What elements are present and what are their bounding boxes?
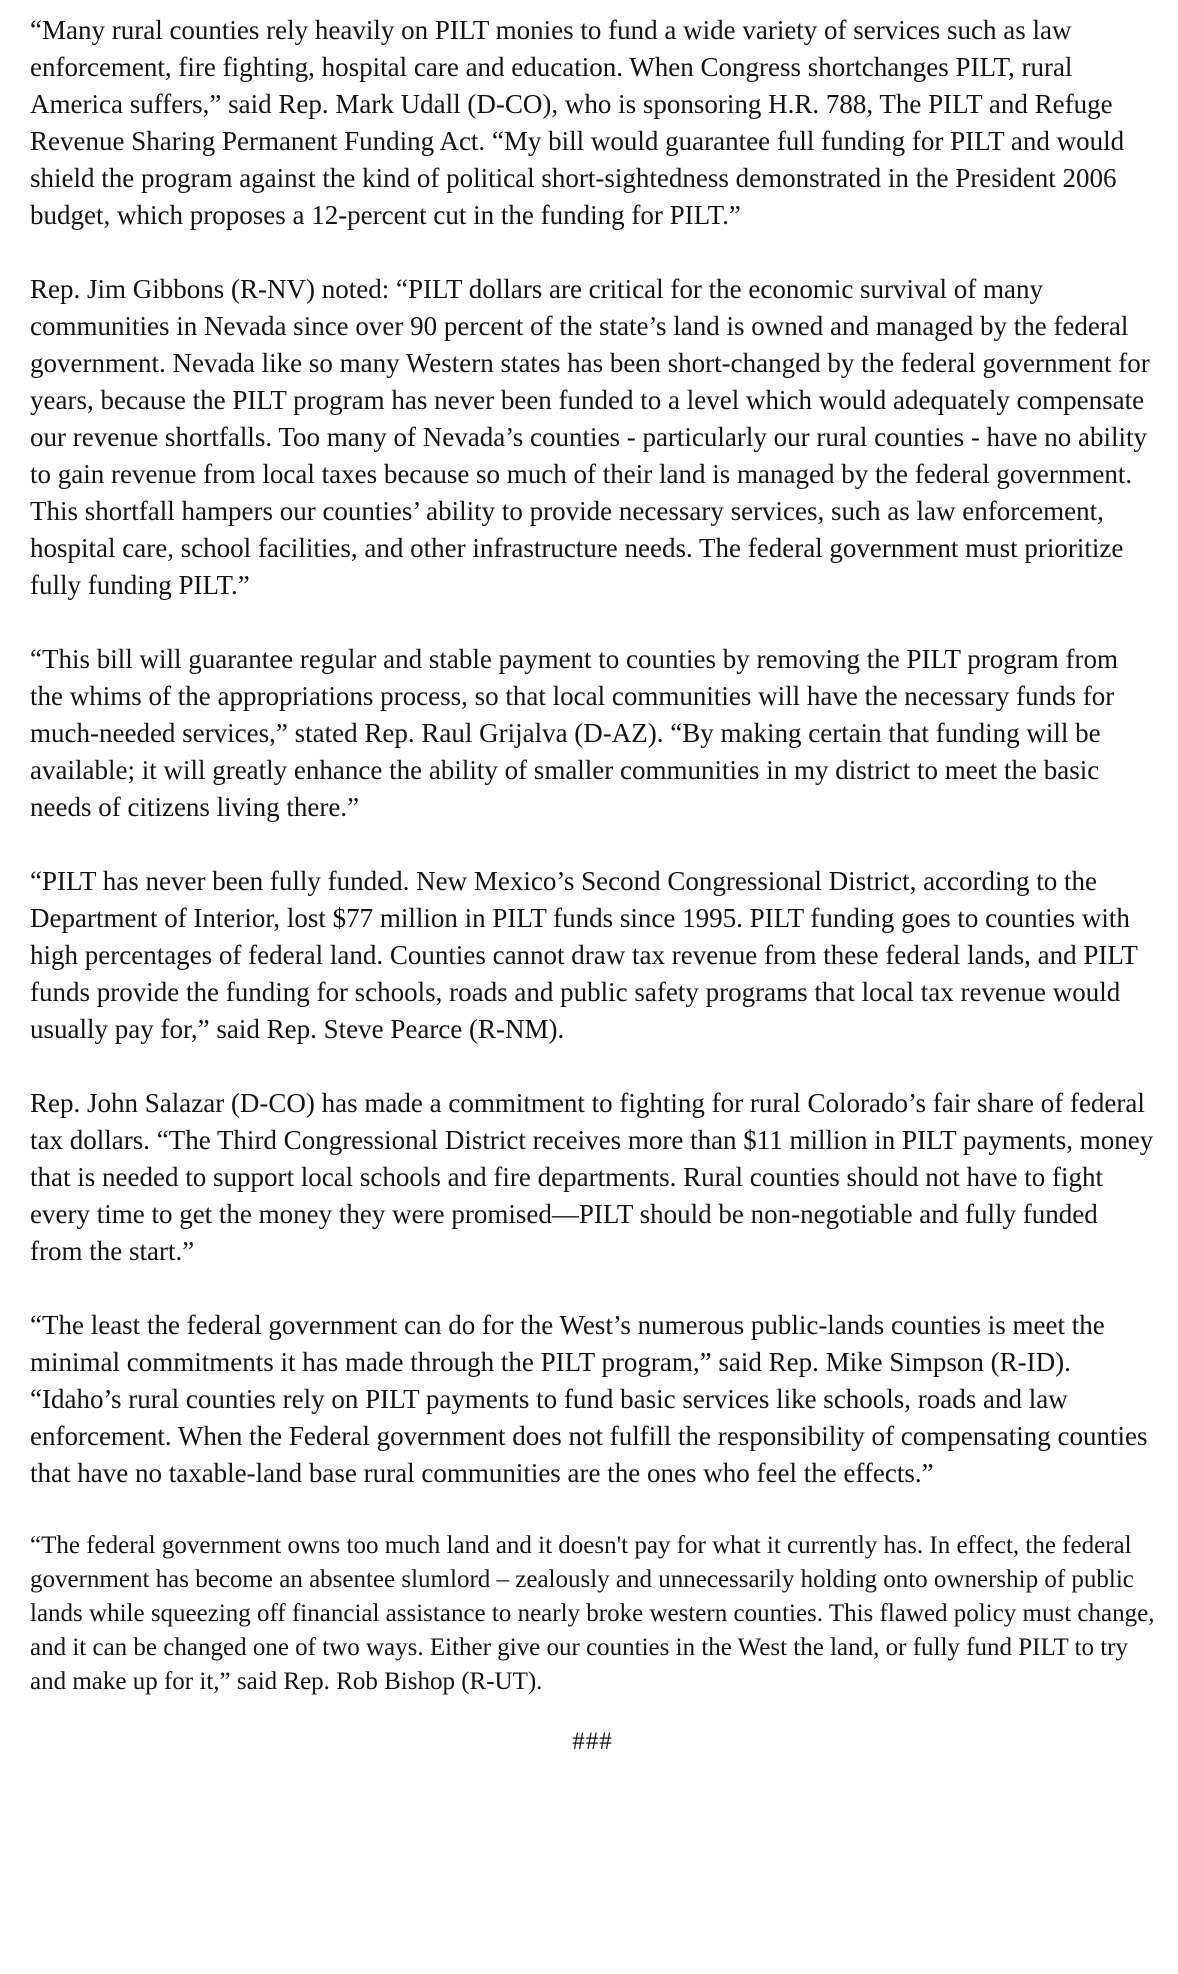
press-release-page	[30, 12, 1155, 1757]
paragraph-grijalva: “This bill will guarantee regular and stable payment to counties by removing the PILT program from the whims of the appropriations process, so that local communities will have the necessary funds for much-needed services,” stated Rep. Raul Grijalva (D-AZ). “By making certain that funding will be available; it will greatly enhance the ability of smaller communities in my district to meet the basic needs of citizens living there.”	[30, 644, 1118, 822]
paragraph-pearce: “PILT has never been fully funded. New Mexico’s Second Congressional District, according to the Department of Interior, lost $77 million in PILT funds since 1995. PILT funding goes to counties with high percentages of federal land. Counties cannot draw tax revenue from these federal lands, and PILT funds provide the funding for schools, roads and public safety programs that local tax revenue would usually pay for,” said Rep. Steve Pearce (R-NM).	[30, 866, 1138, 1044]
end-mark: ###	[572, 1728, 613, 1755]
paragraph-bishop: “The federal government owns too much land and it doesn't pay for what it currently has. In effect, the federal government has become an absentee slumlord – zealously and unnecessarily holding onto ownership of public lands while squeezing off financial assistance to nearly broke western counties. This flawed policy must change, and it can be changed one of two ways. Either give our counties in the West the land, or fully fund PILT to try and make up for it,” said Rep. Rob Bishop (R-UT).	[30, 1532, 1155, 1695]
paragraph-salazar: Rep. John Salazar (D-CO) has made a commitment to fighting for rural Colorado’s fair share of federal tax dollars. “The Third Congressional District receives more than $11 million in PILT payments, money that is needed to support local schools and fire departments. Rural counties should not have to fight every time to get the money they were promised—PILT should be non-negotiable and fully funded from the start.”	[30, 1088, 1154, 1266]
paragraph-simpson: “The least the federal government can do for the West’s numerous public-lands counties is meet the minimal commitments it has made through the PILT program,” said Rep. Mike Simpson (R-ID). “Idaho’s rural counties rely on PILT payments to fund basic services like schools, roads and law enforcement. When the Federal government does not fulfill the responsibility of compensating counties that have no taxable-land base rural communities are the ones who feel the effects.”	[30, 1310, 1148, 1488]
paragraph-udall: “Many rural counties rely heavily on PILT monies to fund a wide variety of services such as law enforcement, fire fighting, hospital care and education. When Congress shortchanges PILT, rural America suffers,” said Rep. Mark Udall (D-CO), who is sponsoring H.R. 788, The PILT and Refuge Revenue Sharing Permanent Funding Act. “My bill would guarantee full funding for PILT and would shield the program against the kind of political short-sightedness demonstrated in the President 2006 budget, which proposes a 12-percent cut in the funding for PILT.”	[30, 15, 1125, 230]
paragraph-gibbons: Rep. Jim Gibbons (R-NV) noted: “PILT dollars are critical for the economic survival of many communities in Nevada since over 90 percent of the state’s land is owned and managed by the federal government. Nevada like so many Western states has been short-changed by the federal government for years, because the PILT program has never been funded to a level which would adequately compensate our revenue shortfalls. Too many of Nevada’s counties - particularly our rural counties - have no ability to gain revenue from local taxes because so much of their land is managed by the federal government. This shortfall hampers our counties’ ability to provide necessary services, such as law enforcement, hospital care, school facilities, and other infrastructure needs. The federal government must prioritize fully funding PILT.”	[30, 274, 1150, 600]
